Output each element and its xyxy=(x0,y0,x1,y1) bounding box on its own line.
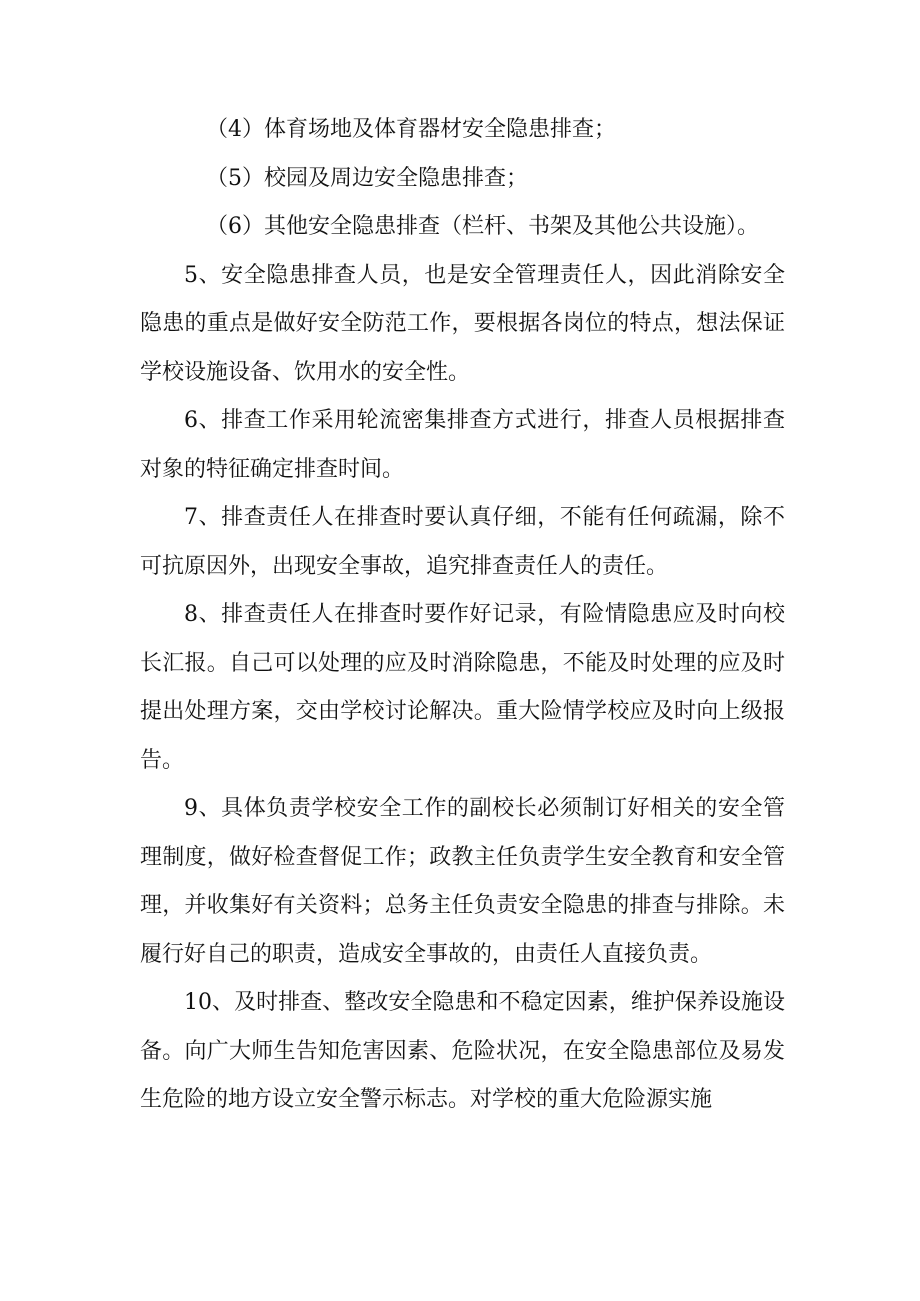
paragraph-8-recording-reporting: 8、排查责任人在排查时要作好记录，有险情隐患应及时向校长汇报。自己可以处理的应及时消除隐患，不能及时处理的应及时提出处理方案，交由学校讨论解决。重大险情学校应及时向上级报告。 xyxy=(140,602,785,773)
document-body xyxy=(140,106,785,1125)
list-item-campus-surroundings: （5）校园及周边安全隐患排查； xyxy=(206,165,528,191)
paragraph-6-inspection-method: 6、排查工作采用轮流密集排查方式进行，排查人员根据排查对象的特征确定排查时间。 xyxy=(140,408,785,482)
paragraph-9-management-duties: 9、具体负责学校安全工作的副校长必须制订好相关的安全管理制度，做好检查督促工作；政教主任负责学生安全教育和安全管理，并收集好有关资料；总务主任负责安全隐患的排查与排除。未履行好自己的职责，造成安全事故的，由责任人直接负责。 xyxy=(140,796,785,967)
paragraph-7-responsibility: 7、排查责任人在排查时要认真仔细，不能有任何疏漏，除不可抗原因外，出现安全事故，追究排查责任人的责任。 xyxy=(140,505,785,579)
list-item-other-facilities: （6）其他安全隐患排查（栏杆、书架及其他公共设施）。 xyxy=(206,214,759,239)
paragraph-10-rectification: 10、及时排查、整改安全隐患和不稳定因素，维护保养设施设备。向广大师生告知危害因素、危险状况，在安全隐患部位及易发生危险的地方设立安全警示标志。对学校的重大危险源实施 xyxy=(140,990,785,1112)
list-item-sports-facilities: （4）体育场地及体育器材安全隐患排查； xyxy=(206,117,616,142)
paragraph-5-inspection-personnel: 5、安全隐患排查人员，也是安全管理责任人，因此消除安全隐患的重点是做好安全防范工作，要根据各岗位的特点，想法保证学校设施设备、饮用水的安全性。 xyxy=(140,262,785,385)
